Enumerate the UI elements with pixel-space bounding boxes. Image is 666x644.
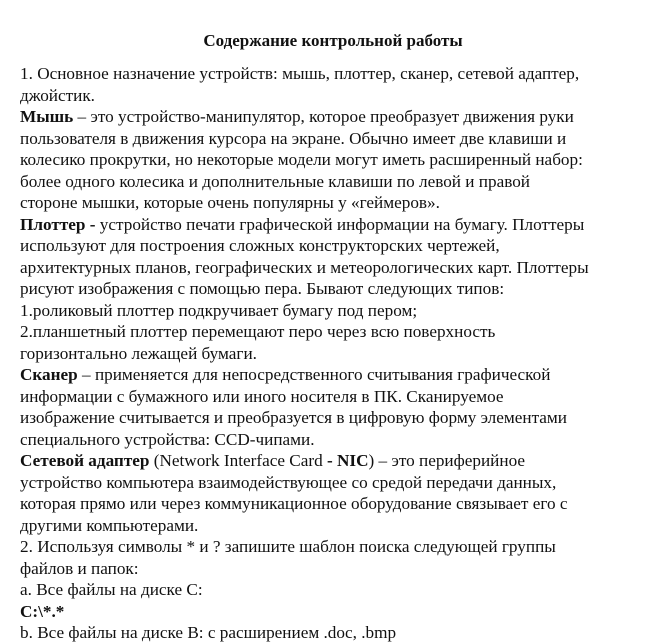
plotter-line-3: архитектурных планов, географических и метеорологических карт. Плоттеры: [20, 257, 589, 277]
mouse-line-1: [20, 106, 656, 128]
scanner-text-1: – применяется для непосредственного считывания графической: [77, 365, 551, 384]
adapter-term: Сетевой адаптер: [20, 451, 150, 470]
plotter-line-6: 2.планшетный плоттер перемещают перо через всю поверхность: [20, 322, 496, 341]
scanner-line-1: [20, 364, 656, 386]
plotter-line-5: 1.роликовый плоттер подкручивает бумагу под пером;: [20, 300, 418, 320]
adapter-line-4: другими компьютерами.: [20, 515, 199, 535]
mouse-term: Мышь: [20, 107, 74, 126]
adapter-line-3: которая прямо или через коммуникационное оборудование связывает его с: [20, 494, 568, 513]
mouse-line-3: колесико прокрутки, но некоторые модели могут иметь расширенный набор:: [20, 150, 583, 169]
document-body: [20, 63, 656, 644]
plotter-line-7: горизонтально лежащей бумаги.: [20, 343, 257, 363]
plotter-line-1: [20, 214, 656, 236]
mouse-line-5: стороне мышки, которые очень популярны у «геймеров».: [20, 193, 440, 212]
plotter-term: Плоттер -: [20, 214, 96, 234]
scanner-line-4: специального устройства: CCD-чипами.: [20, 429, 315, 449]
q2-item-a: а. Все файлы на диске С:: [20, 580, 203, 599]
q2-line-2: файлов и папок:: [20, 558, 139, 578]
scanner-term: Сканер: [20, 365, 78, 384]
adapter-text-1b: - NIC: [326, 451, 369, 470]
q2-line-1: 2. Используя символы * и ? запишите шаблон поиска следующей группы: [20, 537, 556, 556]
plotter-line-2: используют для построения сложных конструкторских чертежей,: [20, 236, 500, 255]
q2-item-b: b. Все файлы на диске В: с расширением .doc, .bmp: [20, 623, 397, 642]
q1-line-2: джойстик.: [20, 85, 95, 105]
q2-answer-a: [20, 601, 656, 623]
document-title: Содержание контрольной работы: [203, 31, 463, 50]
adapter-text-1c: ) – это периферийное: [368, 451, 525, 470]
scanner-line-2: информации с бумажного или иного носителя в ПК. Сканируемое: [20, 386, 504, 406]
mouse-line-2: пользователя в движения курсора на экране. Обычно имеет две клавиши и: [20, 128, 567, 148]
adapter-line-1: [20, 450, 656, 472]
q2-answer-a-text: С:\*.*: [20, 601, 65, 621]
plotter-text-1: устройство печати графической информации на бумагу. Плоттеры: [95, 214, 585, 234]
scanner-line-3: изображение считывается и преобразуется в цифровую форму элементами: [20, 408, 568, 427]
plotter-line-4: рисуют изображения с помощью пера. Бывают следующих типов:: [20, 279, 505, 298]
adapter-line-2: устройство компьютера взаимодействующее со средой передачи данных,: [20, 472, 557, 492]
mouse-line-4: более одного колесика и дополнительные клавиши по левой и правой: [20, 171, 530, 191]
q1-line-1: 1. Основное назначение устройств: мышь, плоттер, сканер, сетевой адаптер,: [20, 64, 580, 83]
mouse-text-1: – это устройство-манипулятор, которое преобразует движения руки: [73, 107, 574, 126]
adapter-text-1a: (Network Interface Card: [149, 451, 327, 470]
